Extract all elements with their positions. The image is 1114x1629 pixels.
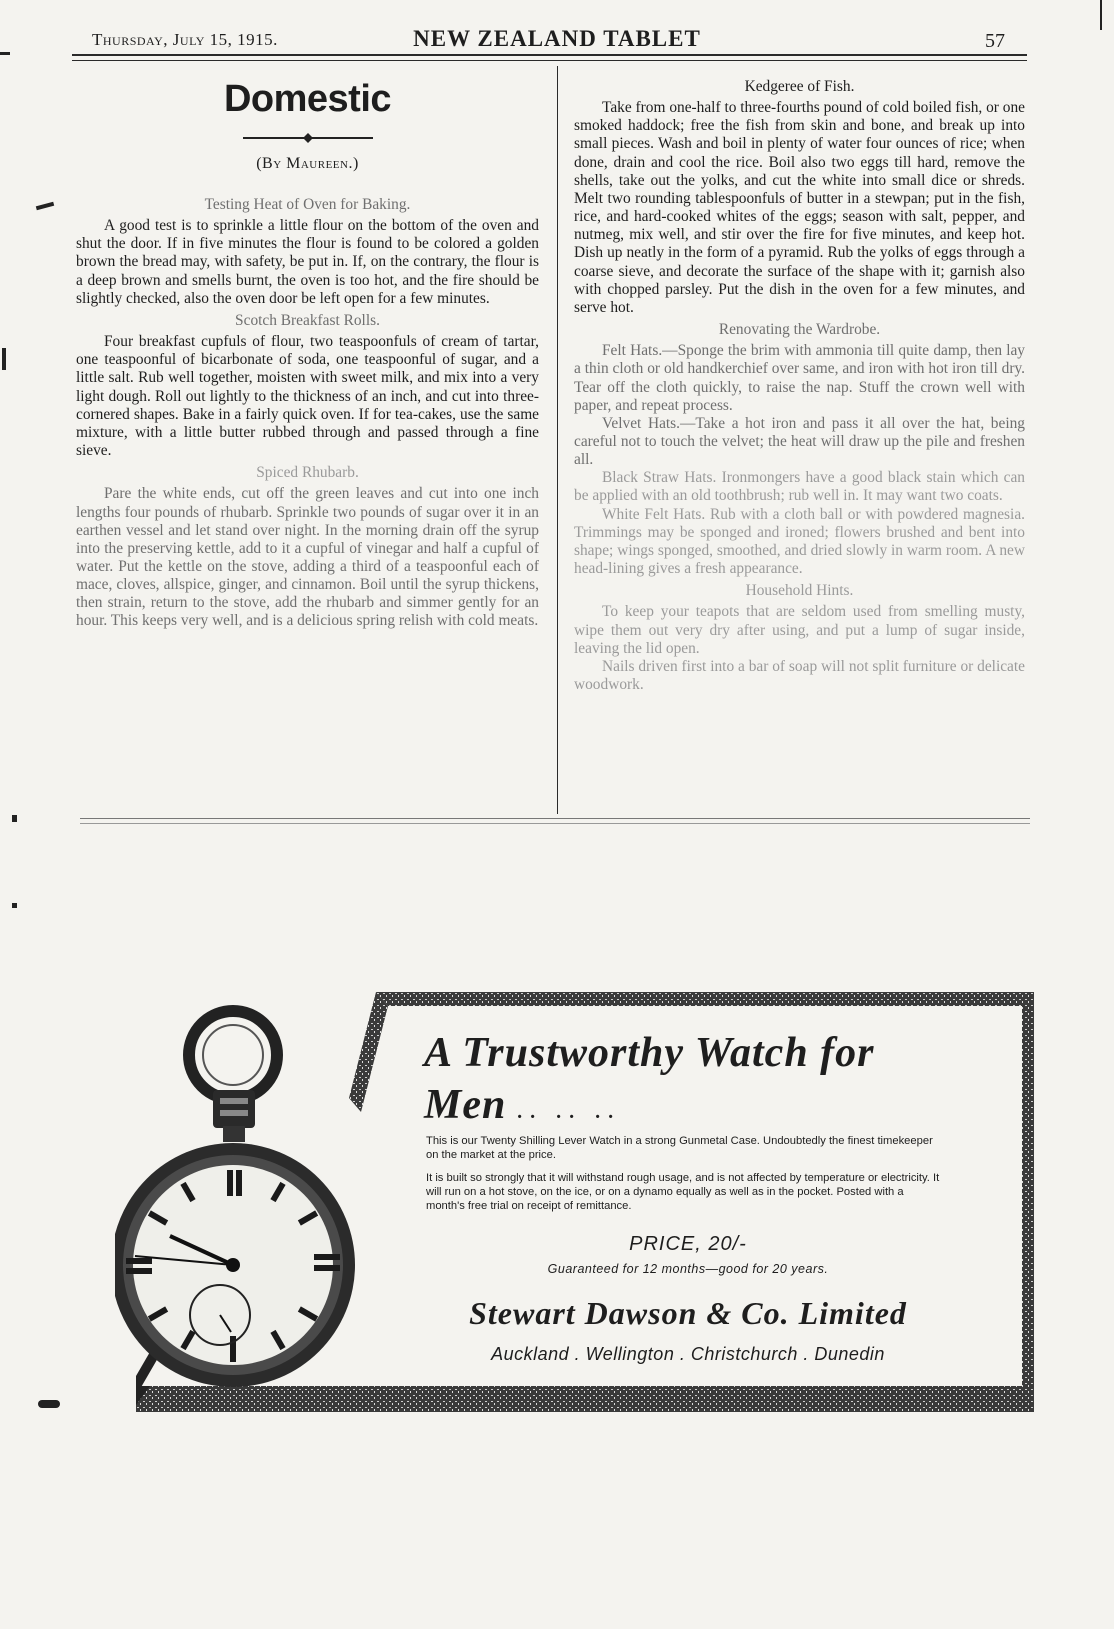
article-paragraph: A good test is to sprinkle a little flour on the bottom of the oven and shut the door. If in five minutes the flour is found to be colored a golden brown the bread may, with safety, be put in. If, on the contrary, the flour is a deep brown and smells burnt, the oven is too hot, and the fire should be slightly checked, also the oven door be left open for a few minutes. [76,217,539,307]
ad-body-paragraph: It is built so strongly that it will withstand rough usage, and is not affected by temperature or electricity. It will run on a hot stove, on the ice, or on a dynamo equally as well as in the pocket. Posted with a month's free trial on receipt of remittance. [426,1172,940,1212]
article-heading: Renovating the Wardrobe. [718,321,881,339]
issue-date: Thursday, July 15, 1915. [92,30,278,49]
scan-mark [2,348,6,370]
pocket-watch-illustration [115,1000,355,1400]
footer-rule [80,818,1030,819]
ad-headline-line-1: A Trustworthy Watch for [424,1030,875,1076]
article-heading: Spiced Rhubarb. [256,464,359,482]
footer-rule-thin [80,823,1030,824]
ad-cities: Auckland . Wellington . Christchurch . Dunedin [491,1344,885,1364]
article-paragraph: Four breakfast cupfuls of flour, two teaspoonfuls of cream of tartar, one teaspoonful of bicarbonate of soda, one teaspoonful of sugar, and a little salt. Rub well together, moisten with sweet milk, and mix into a very light dough. Roll out lightly to the thickness of an inch, and cut into three-cornered shapes. Bake in a fairly quick oven. If for tea-cakes, use the same mixture, with a little butter rubbed through and passed through a fine sieve. [76,333,539,460]
right-column [574,78,1025,694]
header-rule [72,54,1027,56]
scan-mark [38,1400,60,1408]
article-paragraph: White Felt Hats. Rub with a cloth ball or with powdered magnesia. Trimmings may be sponged and ironed; flowers brushed and bent into shape; wings sponged, smoothed, and dried slowly in warm room. A new head-lining gives a fresh appearance. [574,505,1025,578]
scan-mark [12,903,17,908]
article-heading: Scotch Breakfast Rolls. [235,311,380,329]
article-heading: Testing Heat of Oven for Baking. [204,196,411,213]
article-paragraph: Felt Hats.—Sponge the brim with ammonia till quite damp, then lay a thin cloth or old handkerchief over same, and iron with hot iron till dry. Tear off the cloth quickly, to raise the nap. Stuff the crown well with paper, and repeat process. [574,342,1025,414]
ad-body-paragraph: This is our Twenty Shilling Lever Watch in a strong Gunmetal Case. Undoubtedly the finest timekeeper on the market at the price. [426,1135,933,1161]
section-title: Domestic [223,78,392,120]
ad-company-name: Stewart Dawson & Co. Limited [469,1295,907,1331]
article-paragraph: Velvet Hats.—Take a hot iron and pass it all over the hat, being careful not to touch the velvet; the heat will draw up the pile and freshen all. [574,414,1025,469]
scan-mark [0,52,10,55]
article-paragraph: Black Straw Hats. Ironmongers have a good black stain which can be applied with an old toothbrush; rub well in. It may want two coats. [574,469,1025,505]
page-number: 57 [985,30,1005,52]
ad-headline [424,1027,984,1138]
scan-mark [12,815,17,822]
article-paragraph: Nails driven first into a bar of soap will not split furniture or delicate woodwork. [574,657,1025,693]
scan-mark [36,202,54,211]
column-divider [557,66,558,814]
ornament-divider [243,132,373,144]
article-paragraph: To keep your teapots that are seldom used from smelling musty, wipe them out very dry after using, and put a lump of sugar inside, leaving the lid open. [574,603,1025,657]
ad-price: PRICE, 20/- [629,1233,747,1255]
article-paragraph: Take from one-half to three-fourths pound of cold boiled fish, or one smoked haddock; free the fish from skin and bone, and break up into small pieces. Wash and boil in plenty of water four ounces of rice; when done, drain and cool the rice. Boil also two eggs till hard, remove the shells, take out the yolks, and cut the white into small dice or shreds. Melt two rounding tablespoonfuls of butter in a stewpan; put in the fish, rice, and hard-cooked whites of the eggs; season with salt, pepper, and nutmeg, mix well, and stir over the fire for five minutes, and keep hot. Dish up neatly in the form of a pyramid. Rub the yolks of eggs through a coarse sieve, and decorate the surface of the shape with it; garnish also with chopped parsley. Put the dish in the oven for a few minutes, and serve hot. [574,99,1025,316]
masthead-title: NEW ZEALAND TABLET [413,26,701,51]
scan-mark [1100,0,1102,30]
ad-guarantee: Guaranteed for 12 months—good for 20 years. [547,1262,829,1276]
article-heading: Household Hints. [745,582,854,600]
ad-headline-men: Men [424,1082,507,1128]
left-column [76,192,539,631]
article-heading: Kedgeree of Fish. [744,78,855,95]
article-paragraph: Pare the white ends, cut off the green leaves and cut into one inch lengths four pounds of rhubarb. Sprinkle two pounds of sugar over it in an earthen vessel and let stand over night. In the morning drain off the syrup into the preserving kettle, add to it a cupful of vinegar and half a cupful of water. Put the kettle on the stove, adding a third of a teaspoonful each of mace, cloves, allspice, ginger, and cinnamon. Boil until the syrup thickens, then strain, return to the stove, add the rhubarb and simmer gently for an hour. This keeps very well, and is a delicious spring relish with cold meats. [76,485,539,630]
ad-headline-line-2 [424,1079,984,1138]
byline: (By Maureen.) [256,155,359,172]
ad-headline-dots: .. .. .. [517,1101,622,1123]
header-rule-thin [72,60,1027,61]
